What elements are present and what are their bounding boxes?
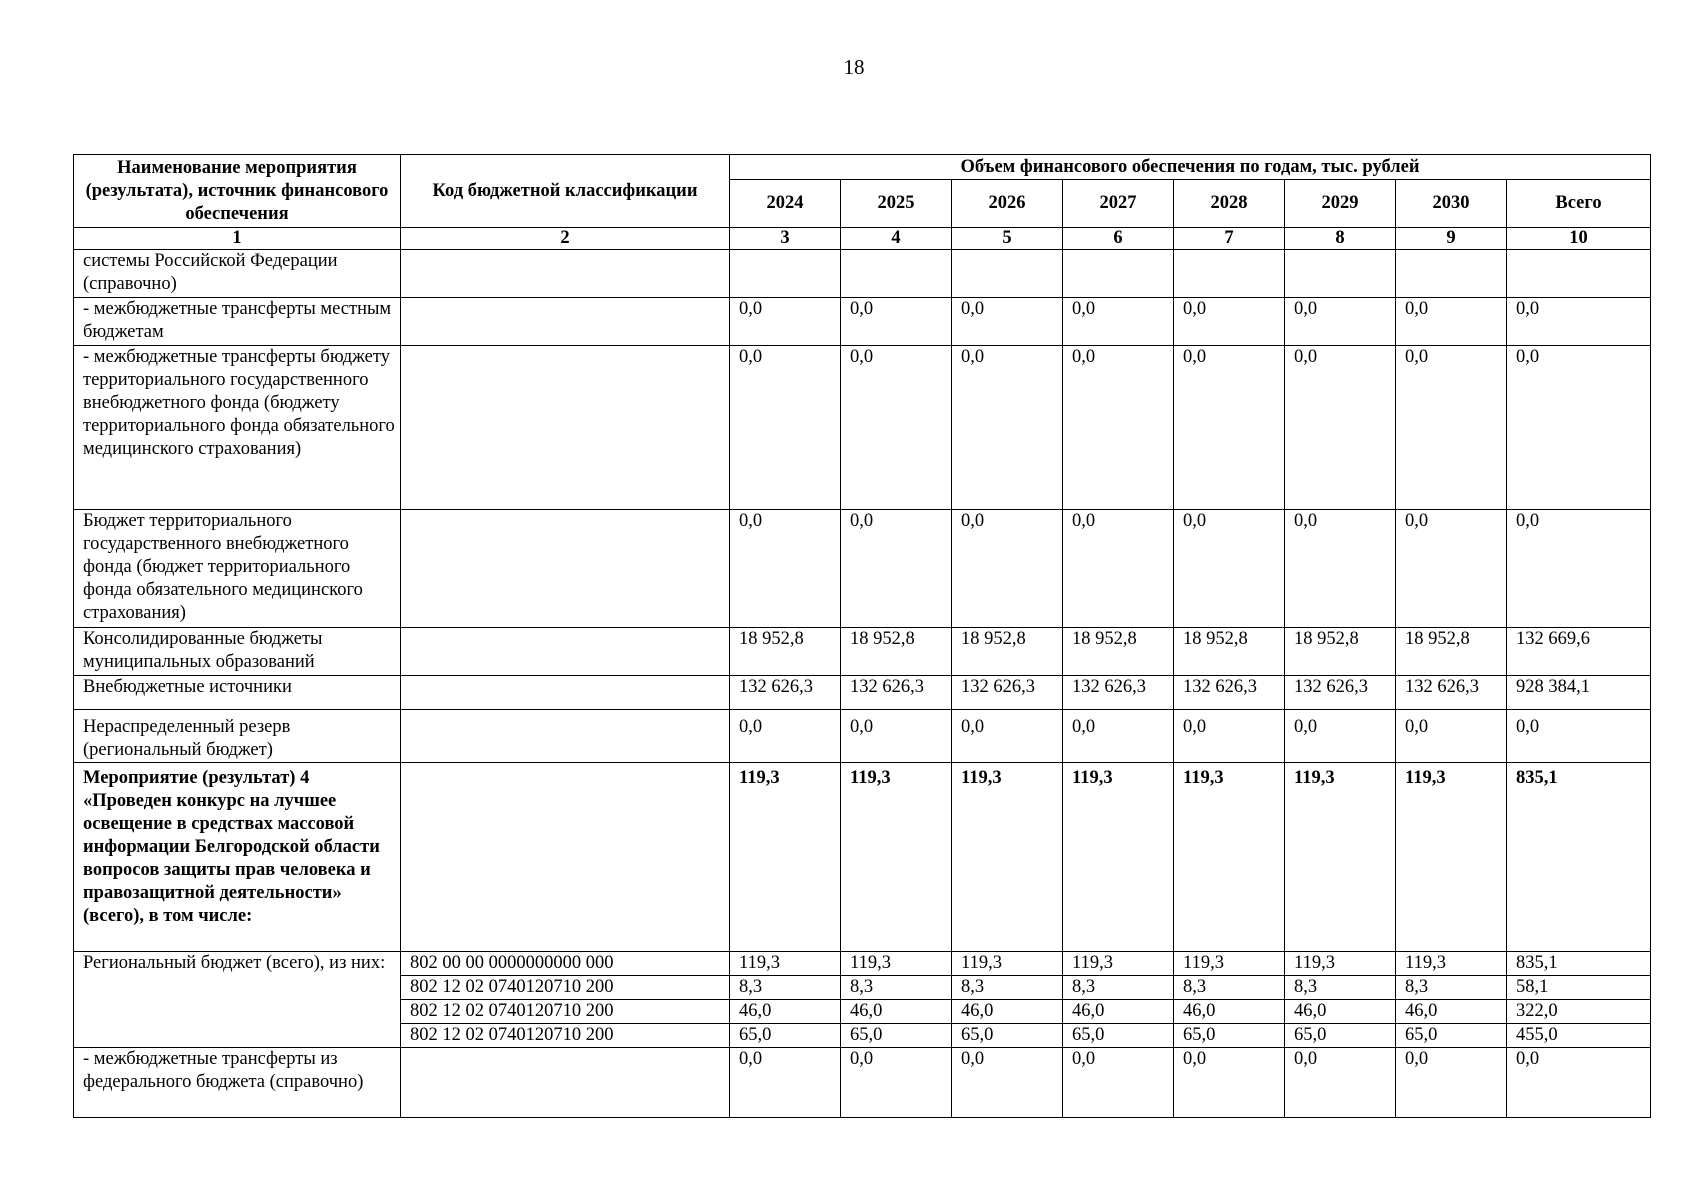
header-year: 2029 — [1285, 180, 1396, 228]
row-value: 8,3 — [952, 976, 1063, 1000]
row-value — [1063, 250, 1174, 298]
row-value: 132 626,3 — [952, 676, 1063, 710]
row-value: 0,0 — [1285, 346, 1396, 510]
header-year: 2027 — [1063, 180, 1174, 228]
table-row — [74, 952, 1651, 976]
row-value: 0,0 — [952, 1048, 1063, 1118]
row-value: 0,0 — [1174, 346, 1285, 510]
row-value: 0,0 — [841, 346, 952, 510]
table-row — [74, 346, 1651, 510]
row-name: Бюджет территориального государственного внебюджетного фонда (бюджет территориального фонда обязательного медицинского страхования) — [74, 510, 401, 628]
row-value: 18 952,8 — [1285, 628, 1396, 676]
row-value — [1174, 250, 1285, 298]
row-total: 58,1 — [1507, 976, 1651, 1000]
header-volume-group: Объем финансового обеспечения по годам, тыс. рублей — [730, 155, 1651, 180]
row-value: 65,0 — [1174, 1024, 1285, 1048]
row-code — [401, 676, 730, 710]
row-value: 119,3 — [1063, 763, 1174, 952]
table-row — [74, 250, 1651, 298]
table-row — [74, 628, 1651, 676]
row-value: 8,3 — [1285, 976, 1396, 1000]
row-value: 0,0 — [1174, 298, 1285, 346]
row-value: 0,0 — [841, 298, 952, 346]
row-value: 46,0 — [841, 1000, 952, 1024]
row-value: 46,0 — [1285, 1000, 1396, 1024]
row-value: 132 626,3 — [1174, 676, 1285, 710]
row-value: 0,0 — [1285, 710, 1396, 763]
col-number: 4 — [841, 228, 952, 250]
row-value — [952, 250, 1063, 298]
row-value — [1285, 250, 1396, 298]
row-value: 0,0 — [1063, 710, 1174, 763]
row-value: 18 952,8 — [730, 628, 841, 676]
row-value: 0,0 — [841, 510, 952, 628]
row-code: 802 12 02 0740120710 200 — [401, 976, 730, 1000]
row-value: 132 626,3 — [1285, 676, 1396, 710]
row-name: Внебюджетные источники — [74, 676, 401, 710]
row-value: 8,3 — [730, 976, 841, 1000]
row-value: 0,0 — [1396, 346, 1507, 510]
row-value: 0,0 — [730, 510, 841, 628]
row-value: 46,0 — [730, 1000, 841, 1024]
row-code: 802 12 02 0740120710 200 — [401, 1000, 730, 1024]
row-value: 132 626,3 — [841, 676, 952, 710]
row-total: 322,0 — [1507, 1000, 1651, 1024]
row-value: 119,3 — [952, 763, 1063, 952]
row-value: 18 952,8 — [952, 628, 1063, 676]
row-code: 802 12 02 0740120710 200 — [401, 1024, 730, 1048]
row-code — [401, 628, 730, 676]
row-value: 132 626,3 — [730, 676, 841, 710]
row-total: 835,1 — [1507, 952, 1651, 976]
col-number: 1 — [74, 228, 401, 250]
row-value: 65,0 — [952, 1024, 1063, 1048]
row-value: 0,0 — [841, 1048, 952, 1118]
row-total: 928 384,1 — [1507, 676, 1651, 710]
row-value: 0,0 — [730, 1048, 841, 1118]
row-value: 0,0 — [1396, 710, 1507, 763]
row-value: 46,0 — [1063, 1000, 1174, 1024]
row-value: 119,3 — [1174, 952, 1285, 976]
row-name: Мероприятие (результат) 4 «Проведен конкурс на лучшее освещение в средствах массовой информации Белгородской области вопросов защиты прав человека и правозащитной деятельности» (всего), в том числе: — [74, 763, 401, 952]
row-value: 8,3 — [841, 976, 952, 1000]
row-value: 0,0 — [730, 346, 841, 510]
row-value: 18 952,8 — [1174, 628, 1285, 676]
row-total: 0,0 — [1507, 298, 1651, 346]
financing-table — [73, 154, 1651, 1118]
row-value — [1396, 250, 1507, 298]
row-value: 119,3 — [1285, 763, 1396, 952]
row-value: 0,0 — [841, 710, 952, 763]
header-year: 2030 — [1396, 180, 1507, 228]
row-value: 0,0 — [1285, 298, 1396, 346]
col-number: 10 — [1507, 228, 1651, 250]
row-value: 46,0 — [952, 1000, 1063, 1024]
row-value: 119,3 — [1396, 952, 1507, 976]
row-value: 0,0 — [1396, 1048, 1507, 1118]
row-value: 119,3 — [1063, 952, 1174, 976]
col-number: 6 — [1063, 228, 1174, 250]
col-number: 2 — [401, 228, 730, 250]
header-year: 2026 — [952, 180, 1063, 228]
row-value: 119,3 — [730, 952, 841, 976]
col-number: 8 — [1285, 228, 1396, 250]
row-value: 0,0 — [952, 510, 1063, 628]
row-value: 119,3 — [841, 763, 952, 952]
table-row — [74, 1048, 1651, 1118]
row-value: 65,0 — [841, 1024, 952, 1048]
row-name: Консолидированные бюджеты муниципальных образований — [74, 628, 401, 676]
row-total: 0,0 — [1507, 710, 1651, 763]
row-total — [1507, 250, 1651, 298]
row-value: 119,3 — [730, 763, 841, 952]
row-total: 132 669,6 — [1507, 628, 1651, 676]
row-total: 835,1 — [1507, 763, 1651, 952]
header-total: Всего — [1507, 180, 1651, 228]
header-name: Наименование мероприятия (результата), источник финансового обеспечения — [74, 155, 401, 228]
row-value: 0,0 — [1063, 1048, 1174, 1118]
table-row — [74, 676, 1651, 710]
row-value: 0,0 — [952, 298, 1063, 346]
row-value: 0,0 — [730, 298, 841, 346]
row-name: Нераспределенный резерв (региональный бюджет) — [74, 710, 401, 763]
row-code — [401, 298, 730, 346]
row-code — [401, 250, 730, 298]
row-value: 46,0 — [1174, 1000, 1285, 1024]
row-value: 0,0 — [730, 710, 841, 763]
row-value: 0,0 — [1285, 1048, 1396, 1118]
row-value — [730, 250, 841, 298]
row-value: 0,0 — [1063, 298, 1174, 346]
row-value: 119,3 — [1285, 952, 1396, 976]
row-name: системы Российской Федерации (справочно) — [74, 250, 401, 298]
header-code: Код бюджетной классификации — [401, 155, 730, 228]
row-value: 0,0 — [1174, 1048, 1285, 1118]
page-number: 18 — [843, 55, 865, 79]
row-value: 119,3 — [841, 952, 952, 976]
col-number: 5 — [952, 228, 1063, 250]
row-value: 0,0 — [1396, 298, 1507, 346]
col-number: 9 — [1396, 228, 1507, 250]
row-value: 119,3 — [1396, 763, 1507, 952]
table-row — [74, 763, 1651, 952]
row-code — [401, 1048, 730, 1118]
row-total: 0,0 — [1507, 1048, 1651, 1118]
table-row — [74, 710, 1651, 763]
row-value: 8,3 — [1063, 976, 1174, 1000]
header-year: 2024 — [730, 180, 841, 228]
row-value: 132 626,3 — [1063, 676, 1174, 710]
row-value: 65,0 — [1063, 1024, 1174, 1048]
row-name: - межбюджетные трансферты бюджету территориального государственного внебюджетного фонда (бюджету территориального фонда обязательного медицинского страхования) — [74, 346, 401, 510]
row-name: - межбюджетные трансферты из федерального бюджета (справочно) — [74, 1048, 401, 1118]
row-value: 18 952,8 — [1063, 628, 1174, 676]
row-value: 65,0 — [730, 1024, 841, 1048]
col-number: 7 — [1174, 228, 1285, 250]
header-year: 2028 — [1174, 180, 1285, 228]
row-value: 8,3 — [1174, 976, 1285, 1000]
row-code — [401, 710, 730, 763]
row-code — [401, 510, 730, 628]
row-value: 65,0 — [1396, 1024, 1507, 1048]
row-value — [841, 250, 952, 298]
row-code — [401, 763, 730, 952]
row-value: 8,3 — [1396, 976, 1507, 1000]
table-header — [74, 155, 1651, 250]
row-code — [401, 346, 730, 510]
row-name: - межбюджетные трансферты местным бюджетам — [74, 298, 401, 346]
row-name: Региональный бюджет (всего), из них: — [74, 952, 401, 1048]
row-value: 0,0 — [1063, 510, 1174, 628]
row-value: 0,0 — [1285, 510, 1396, 628]
row-value: 0,0 — [1174, 510, 1285, 628]
col-number: 3 — [730, 228, 841, 250]
row-value: 0,0 — [952, 710, 1063, 763]
row-value: 46,0 — [1396, 1000, 1507, 1024]
row-value: 132 626,3 — [1396, 676, 1507, 710]
row-value: 18 952,8 — [1396, 628, 1507, 676]
row-value: 119,3 — [952, 952, 1063, 976]
row-value: 18 952,8 — [841, 628, 952, 676]
table-row — [74, 510, 1651, 628]
row-total: 0,0 — [1507, 346, 1651, 510]
row-value: 119,3 — [1174, 763, 1285, 952]
row-value: 0,0 — [1174, 710, 1285, 763]
row-code: 802 00 00 0000000000 000 — [401, 952, 730, 976]
row-total: 455,0 — [1507, 1024, 1651, 1048]
row-value: 0,0 — [1396, 510, 1507, 628]
table-row — [74, 298, 1651, 346]
row-value: 65,0 — [1285, 1024, 1396, 1048]
row-total: 0,0 — [1507, 510, 1651, 628]
row-value: 0,0 — [952, 346, 1063, 510]
header-year: 2025 — [841, 180, 952, 228]
row-value: 0,0 — [1063, 346, 1174, 510]
